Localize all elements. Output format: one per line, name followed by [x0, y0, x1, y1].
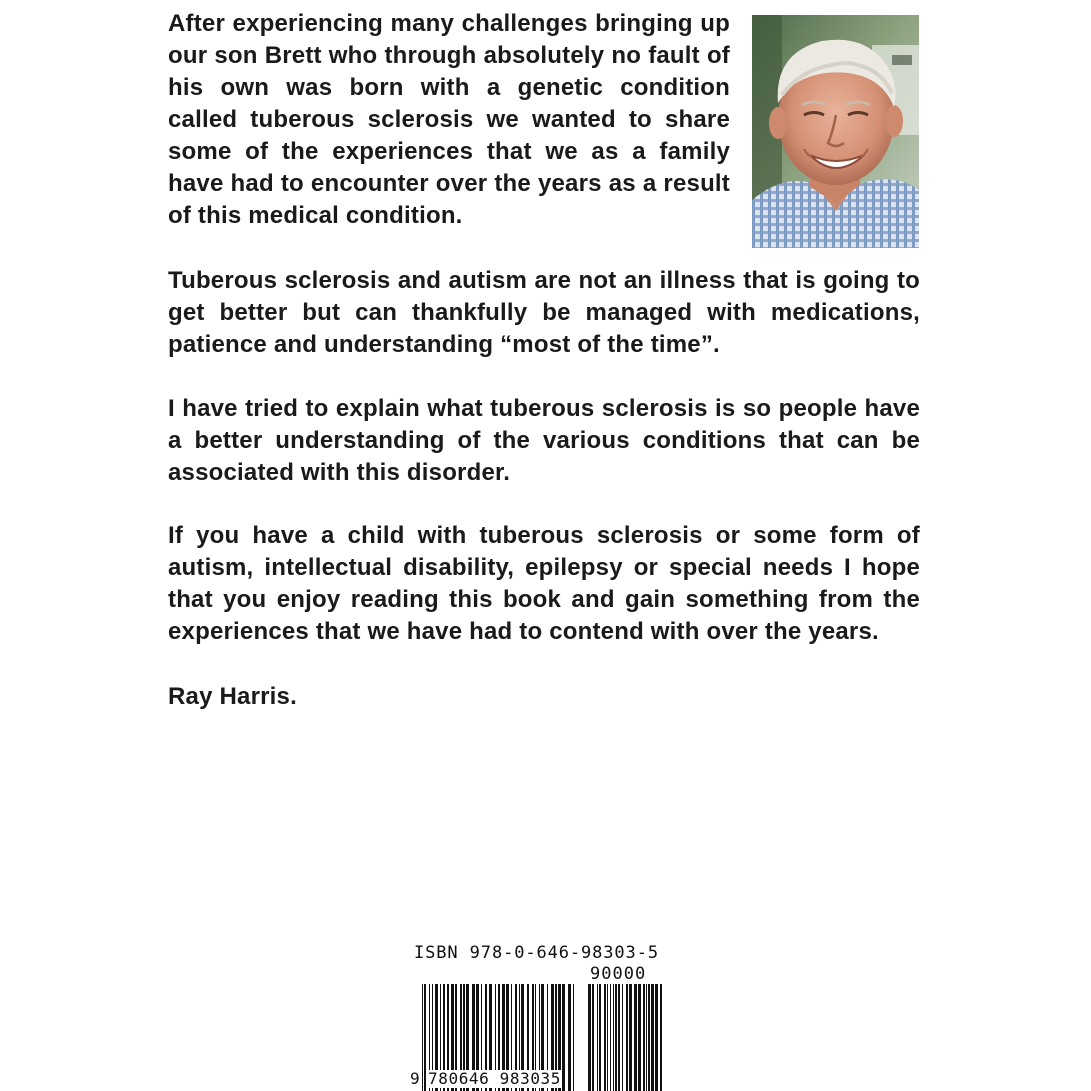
- addon-bar-20: [660, 984, 662, 1091]
- addon-bar-0: [588, 984, 591, 1091]
- addon-bar-16: [646, 984, 647, 1091]
- barcode-bar-37: [573, 984, 574, 1091]
- addon-bar-2: [597, 984, 598, 1091]
- blurb-paragraph-3: I have tried to explain what tuberous sclerosis is so people have a better understanding of the various conditions that can be associated with this disorder.: [168, 395, 920, 486]
- addon-bar-4: [604, 984, 606, 1091]
- blurb-paragraph-4: If you have a child with tuberous sclerosis or some form of autism, intellectual disability, epilepsy or special needs I hope that you enjoy reading this book and gain something from the experiences that we have had to contend with over the years.: [168, 522, 920, 645]
- addon-bar-12: [629, 984, 632, 1091]
- addon-bar-9: [618, 984, 620, 1091]
- price-addon-code: 90000: [590, 964, 647, 984]
- barcode-bar-1: [424, 984, 426, 1091]
- addon-bar-13: [634, 984, 637, 1091]
- addon-bar-10: [622, 984, 623, 1091]
- author-photo: [752, 15, 919, 248]
- addon-bar-7: [613, 984, 614, 1091]
- barcode-digits: 780646 983035: [428, 1069, 562, 1088]
- addon-bar-19: [655, 984, 658, 1091]
- blurb-paragraph-1: After experiencing many challenges bringing up our son Brett who through absolutely no fault of his own was born with a genetic condition called tuberous sclerosis we wanted to share some of the experiences that we as a family have had to encounter over the years as a result of this medical condition.: [168, 10, 730, 229]
- barcode-bar-36: [568, 984, 571, 1091]
- addon-bar-5: [607, 984, 608, 1091]
- addon-bar-8: [615, 984, 617, 1091]
- addon-bar-15: [643, 984, 645, 1091]
- addon-bar-18: [651, 984, 654, 1091]
- addon-bar-6: [610, 984, 611, 1091]
- addon-bar-11: [626, 984, 628, 1091]
- addon-bar-3: [599, 984, 601, 1091]
- barcode-lead-digit: 9: [410, 1069, 420, 1088]
- blurb-paragraph-2: Tuberous sclerosis and autism are not an illness that is going to get better but can thankfully be managed with medications, patience and understanding “most of the time”.: [168, 267, 920, 358]
- author-signature: Ray Harris.: [168, 683, 297, 710]
- addon-bar-1: [592, 984, 594, 1091]
- addon-bar-17: [648, 984, 650, 1091]
- isbn-label: ISBN 978-0-646-98303-5: [414, 943, 659, 963]
- barcode-bar-0: [422, 984, 423, 1091]
- addon-bar-14: [638, 984, 641, 1091]
- barcode-bar-35: [562, 984, 565, 1091]
